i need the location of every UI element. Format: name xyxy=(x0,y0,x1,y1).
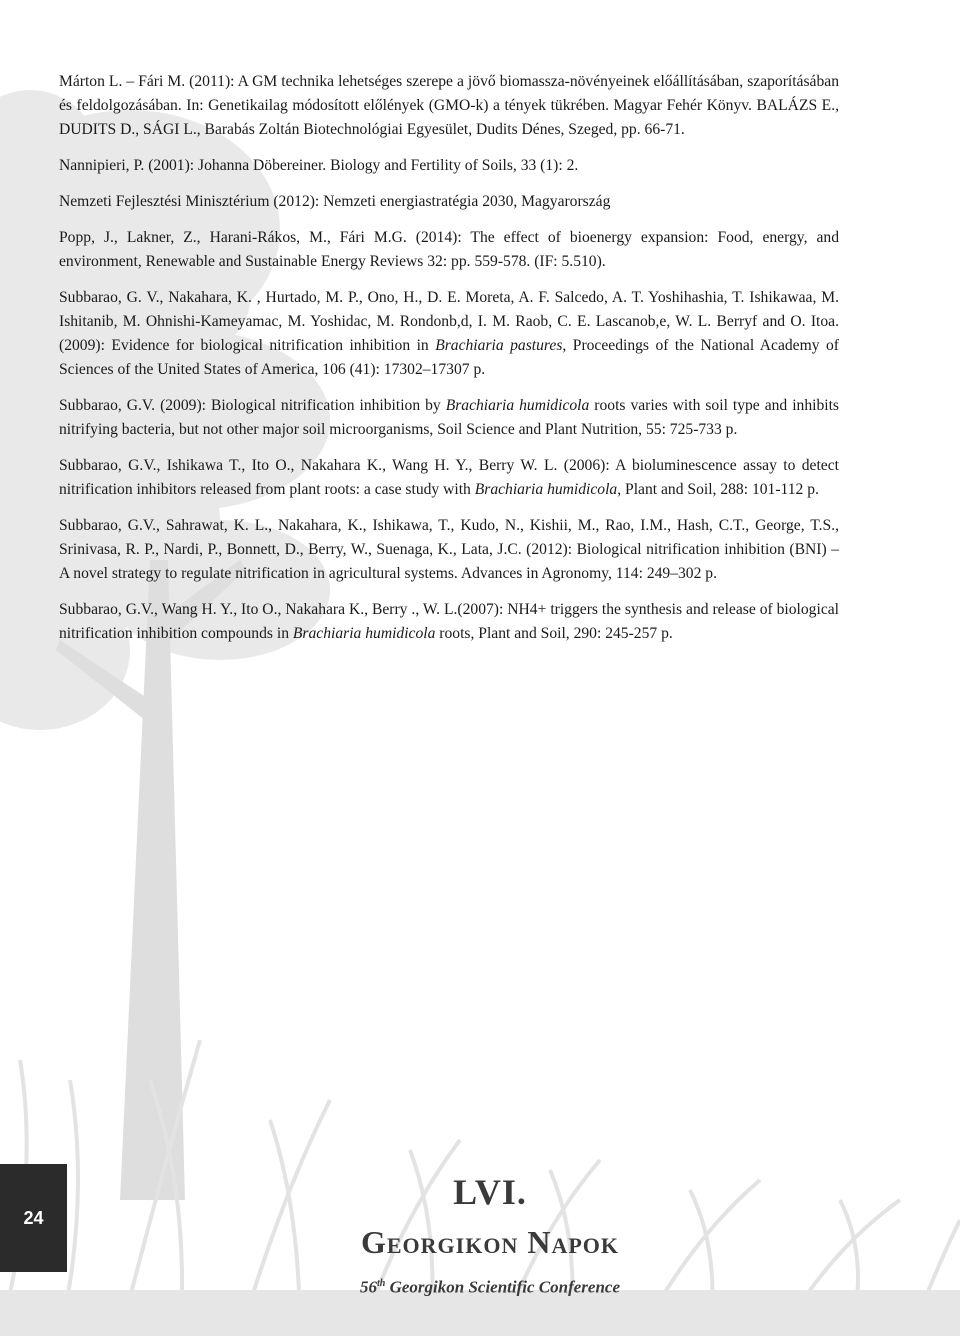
species-name: Brachiaria humidicola xyxy=(292,625,436,642)
reference-text: Subbarao, G.V. (2009): Biological nitrification inhibition by xyxy=(59,397,446,414)
reference-text: roots, Plant and Soil, 290: 245-257 p. xyxy=(435,625,673,642)
conference-name: Georgikon Napok xyxy=(360,1224,619,1260)
ordinal-suffix: th xyxy=(376,1278,386,1289)
reference-item xyxy=(59,286,839,382)
page-number-box xyxy=(0,1164,67,1272)
reference-text: , Proceedings of the National Academy of Sciences of the United States of America, 106 (41): 17302–17307 p. xyxy=(59,337,839,378)
conference-subtitle xyxy=(300,1272,680,1300)
reference-list xyxy=(59,70,839,658)
conference-edition: LVI. xyxy=(453,1172,527,1212)
conference-footer xyxy=(300,1170,680,1300)
reference-item: Popp, J., Lakner, Z., Harani-Rákos, M., Fári M.G. (2014): The effect of bioenergy expansion: Food, energy, and environment, Renewable and Sustainable Energy Reviews 32: pp. 559-578. (IF: 5.510). xyxy=(59,229,839,270)
species-name: Brachiaria pastures xyxy=(435,337,563,354)
page-number: 24 xyxy=(23,1207,44,1228)
reference-item xyxy=(59,598,839,646)
reference-item xyxy=(59,454,839,502)
subtitle-text: Georgikon Scientific Conference xyxy=(389,1277,620,1297)
ordinal-number: 56 xyxy=(359,1277,377,1297)
reference-text: , Plant and Soil, 288: 101-112 p. xyxy=(617,481,819,498)
reference-text: roots varies with soil type and inhibits nitrifying bacteria, but not other major soil microorganisms, Soil Science and Plant Nutrition, 55: 725-733 p. xyxy=(59,397,839,438)
reference-item: Subbarao, G.V., Sahrawat, K. L., Nakahara, K., Ishikawa, T., Kudo, N., Kishii, M., Rao, I.M., Hash, C.T., George, T.S., Srinivasa, R. P., Nardi, P., Bonnett, D., Berry, W., Suenaga, K., Lata, J.C. (2012): Biological nitrification inhibition (BNI) – A novel strategy to regulate nitrification in agricultural systems. Advances in Agronomy, 114: 249–302 p. xyxy=(59,517,839,582)
reference-item: Nannipieri, P. (2001): Johanna Döbereiner. Biology and Fertility of Soils, 33 (1): 2. xyxy=(59,157,579,174)
reference-item: Márton L. – Fári M. (2011): A GM technika lehetséges szerepe a jövő biomassza-növényeinek előállításában, szaporításában és feldolgozásában. In: Genetikailag módosított előlények (GMO-k) a tények tükrében. Magyar Fehér Könyv. BALÁZS E., DUDITS D., SÁGI L., Barabás Zoltán Biotechnológiai Egyesület, Dudits Dénes, Szeged, pp. 66-71. xyxy=(59,73,839,138)
species-name: Brachiaria humidicola xyxy=(445,397,590,414)
reference-item: Nemzeti Fejlesztési Minisztérium (2012): Nemzeti energiastratégia 2030, Magyarország xyxy=(59,193,611,210)
reference-text: Subbarao, G.V., Wang H. Y., Ito O., Nakahara K., Berry ., W. L.(2007): NH4+ triggers the synthesis and release of biological nitrification inhibition compounds in xyxy=(59,601,839,642)
reference-text: Subbarao, G.V., Ishikawa T., Ito O., Nakahara K., Wang H. Y., Berry W. L. (2006): A bioluminescence assay to detect nitrification inhibitors released from plant roots: a case study with xyxy=(59,457,839,498)
species-name: Brachiaria humidicola xyxy=(474,481,618,498)
reference-text: Subbarao, G. V., Nakahara, K. , Hurtado, M. P., Ono, H., D. E. Moreta, A. F. Salcedo, A. T. Yoshihashia, T. Ishikawaa, M. Ishitanib, M. Ohnishi-Kameyamac, M. Yoshidac, M. Rondonb,d, I. M. Raob, C. E. Lascanob,e, W. L. Berryf and O. Itoa. (2009): Evidence for biological nitrification inhibition in xyxy=(59,289,839,354)
reference-item xyxy=(59,394,839,442)
